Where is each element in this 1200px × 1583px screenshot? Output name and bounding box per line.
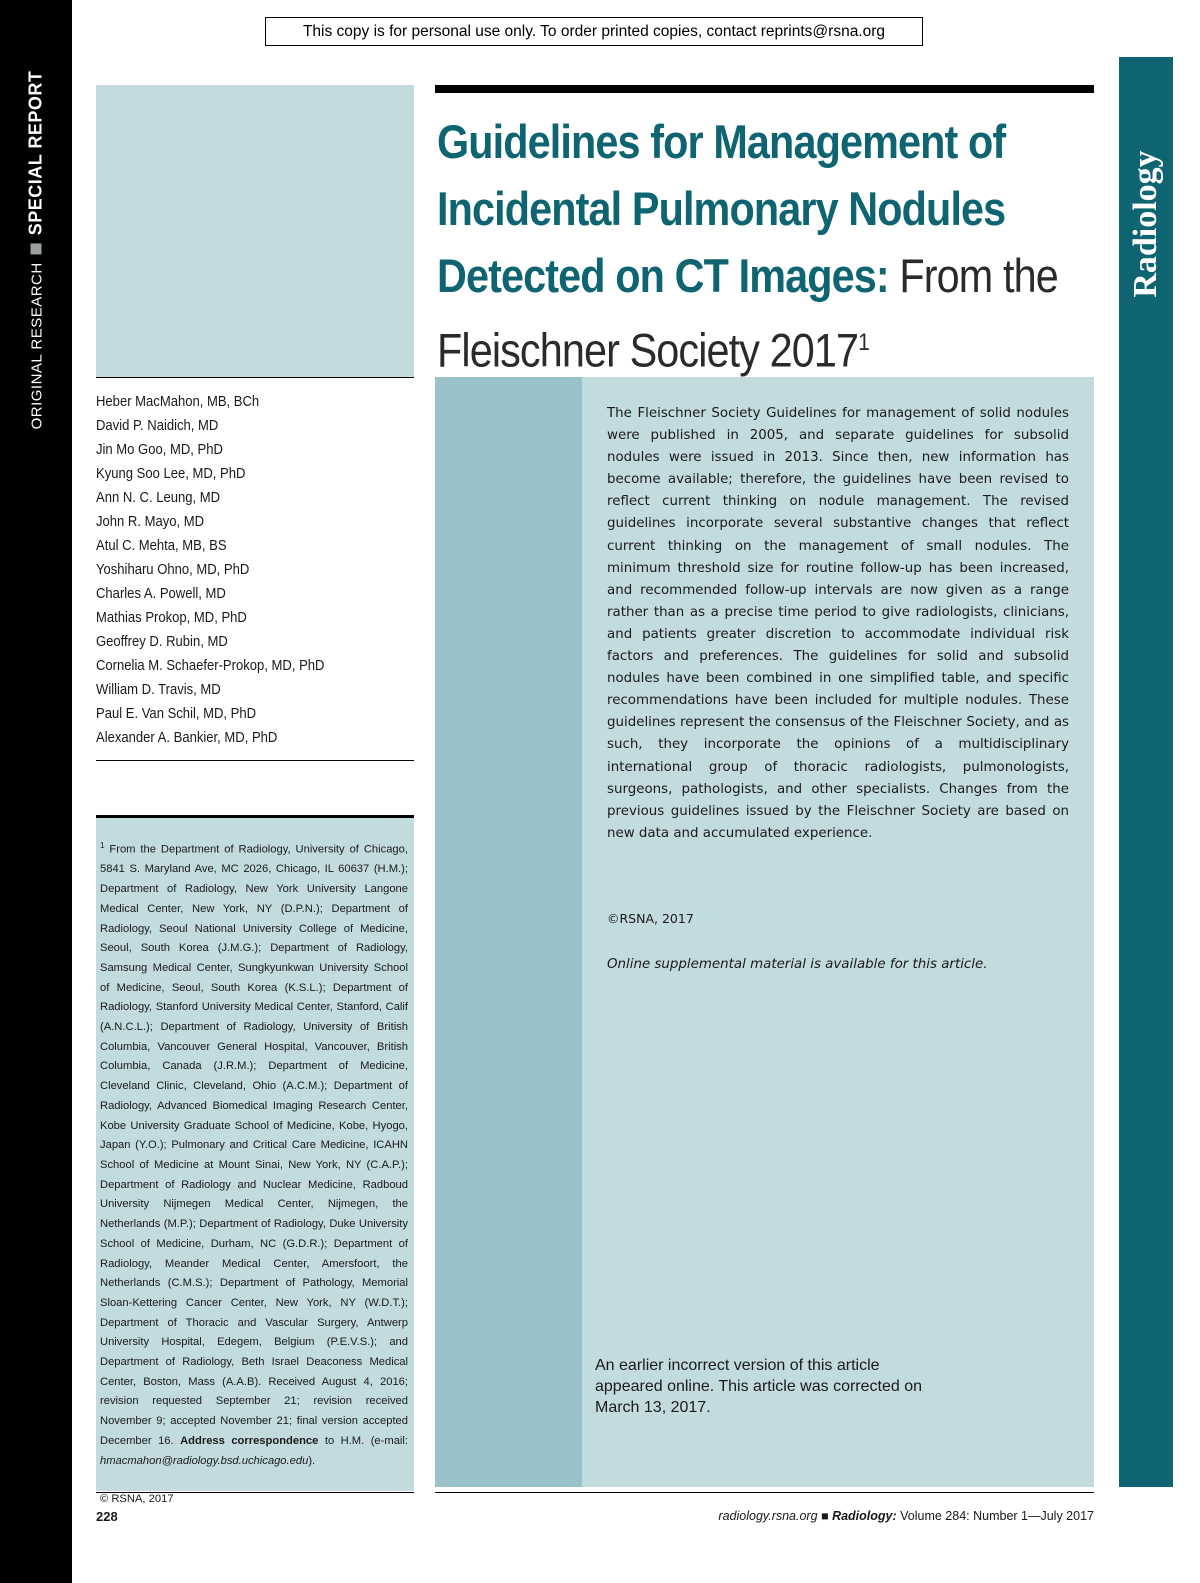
correspondence-label: Address correspondence — [180, 1434, 319, 1447]
article-title — [437, 108, 1117, 384]
title-line-4: Fleischner Society 2017 — [437, 323, 859, 377]
personal-use-banner: This copy is for personal use only. To order printed copies, contact reprints@rsna.org — [265, 17, 923, 46]
footer-rule-left — [96, 1492, 414, 1493]
correction-note: An earlier incorrect version of this article appeared online. This article was corrected on March 13, 2017. — [595, 1357, 922, 1416]
author: Alexander A. Bankier, MD, PhD — [96, 730, 278, 746]
author: Heber MacMahon, MB, BCh — [96, 394, 260, 410]
author: Yoshiharu Ohno, MD, PhD — [96, 562, 250, 578]
author: Kyung Soo Lee, MD, PhD — [96, 466, 246, 482]
journal-name: Radiology — [1127, 150, 1164, 298]
author: Mathias Prokop, MD, PhD — [96, 610, 247, 626]
affiliations-body: From the Department of Radiology, University of Chicago, 5841 S. Maryland Ave, MC 2026, Chicago, IL 60637 (H.M.); Department of Radiology, New York University Langone Medical Center, New York, NY (D.P.N.); Department of Radiology, Seoul National University College of Medicine, Seoul, South Korea (J.M.G.); Department of Radiology, Samsung Medical Center, Sungkyunkwan University School of Medicine, Seoul, South Korea (K.S.L.); Department of Radiology, Stanford University Medical Center, Stanford, Calif (A.N.C.L.); Department of Radiology, University of British Columbia, Vancouver General Hospital, Vancouver, British Columbia, Canada (J.R.M.); Department of Medicine, Cleveland Clinic, Cleveland, Ohio (A.C.M.); Department of Radiology, Advanced Biomedical Imaging Research Center, Kobe University Graduate School of Medicine, Kobe, Hyogo, Japan (Y.O.); Pulmonary and Critical Care Medicine, ICAHN School of Medicine at Mount Sinai, New York, NY (C.A.P.); Department of Radiology and Nuclear Medicine, Radboud University Nijmegen Medical Center, Nijmegen, the Netherlands (M.P.); Department of Radiology, Duke University School of Medicine, Durham, NC (G.D.R.); Department of Radiology, Meander Medical Center, Amersfoort, the Netherlands (C.M.S.); Department of Pathology, Memorial Sloan-Kettering Cancer Center, New York, NY (W.D.T.); Department of Thoracic and Vascular Surgery, Antwerp University Hospital, Edegem, Belgium (P.E.V.S.); and Department of Radiology, Beth Israel Deaconess Medical Center, Boston, Mass (A.A.B). Received August 4, 2016; revision requested September 21; revision received November 9; accepted November 21; final version accepted December 16. — [100, 843, 408, 1447]
author: Cornelia M. Schaefer-Prokop, MD, PhD — [96, 658, 325, 674]
title-line-3-main: Detected on CT Images: — [437, 249, 889, 302]
category-label: ORIGINAL RESEARCH — [28, 262, 46, 430]
footnote-mark: 1 — [100, 841, 105, 850]
journal-citation — [620, 1509, 1094, 1523]
title-top-rule — [435, 85, 1094, 93]
authors-top-rule — [96, 377, 414, 378]
author: Paul E. Van Schil, MD, PhD — [96, 706, 257, 722]
author-list — [96, 390, 414, 750]
left-color-block — [96, 85, 414, 377]
correspondence-end: ). — [308, 1454, 316, 1467]
report-type-label: SPECIAL REPORT — [25, 70, 46, 236]
author: David P. Naidich, MD — [96, 418, 219, 434]
author: William D. Travis, MD — [96, 682, 221, 698]
title-line-3-sub: From the — [888, 249, 1058, 302]
correspondence-to: to H.M. (e-mail: — [318, 1434, 408, 1447]
author: John R. Mayo, MD — [96, 514, 205, 530]
title-footnote-mark: 1 — [858, 329, 870, 356]
author: Charles A. Powell, MD — [96, 586, 226, 602]
page-number: 228 — [96, 1509, 118, 1524]
author: Geoffrey D. Rubin, MD — [96, 634, 228, 650]
square-icon — [31, 243, 42, 254]
left-sidebar — [0, 0, 72, 1583]
authors-bottom-rule — [96, 760, 414, 761]
online-supplement-note: Online supplemental material is available for this article. — [607, 957, 988, 972]
author: Atul C. Mehta, MB, BS — [96, 538, 227, 554]
author: Jin Mo Goo, MD, PhD — [96, 442, 223, 458]
title-line-1: Guidelines for Management of — [437, 115, 1006, 168]
affiliations-copyright: © RSNA, 2017 — [100, 1493, 174, 1506]
correspondence-email[interactable]: hmacmahon@radiology.bsd.uchicago.edu — [100, 1454, 309, 1467]
section-label — [26, 71, 47, 430]
footer-rule-right — [435, 1492, 1094, 1493]
journal-site[interactable]: radiology.rsna.org — [718, 1509, 818, 1523]
journal-title: Radiology: — [832, 1509, 897, 1523]
journal-issue: Volume 284: Number 1—July 2017 — [896, 1509, 1094, 1523]
footer-bullet: ■ — [817, 1509, 833, 1523]
title-line-2: Incidental Pulmonary Nodules — [437, 182, 1006, 235]
abstract-text: The Fleischner Society Guidelines for management of solid nodules were published in 2005, and separate guidelines for subsolid nodules were issued in 2013. Since then, new information has become available; therefore, the guidelines have been revised to reflect current thinking on nodule management. The revised guidelines incorporate several substantive changes that reflect current thinking on the management of small nodules. The minimum threshold size for routine follow-up has been increased, and recommended follow-up intervals are now given as a range rather than as a precise time period to give radiologists, clinicians, and patients greater discretion to accommodate individual risk factors and preferences. The guidelines for solid and subsolid nodules have been combined in one simplified table, and specific recommendations have been included for multiple nodules. These guidelines represent the consensus of the Fleischner Society, and as such, they incorporate the opinions of a multidisciplinary international group of thoracic radiologists, pulmonologists, surgeons, pathologists, and other specialists. Changes from the previous guidelines issued by the Fleischner Society are based on new data and accumulated experience. — [607, 406, 1069, 841]
abstract-stripe — [435, 377, 582, 1487]
right-sidebar — [1119, 57, 1173, 1487]
affiliations-text — [100, 836, 408, 1471]
author: Ann N. C. Leung, MD — [96, 490, 221, 506]
affiliations-box — [96, 815, 414, 1506]
abstract-copyright: ©RSNA, 2017 — [607, 911, 694, 926]
